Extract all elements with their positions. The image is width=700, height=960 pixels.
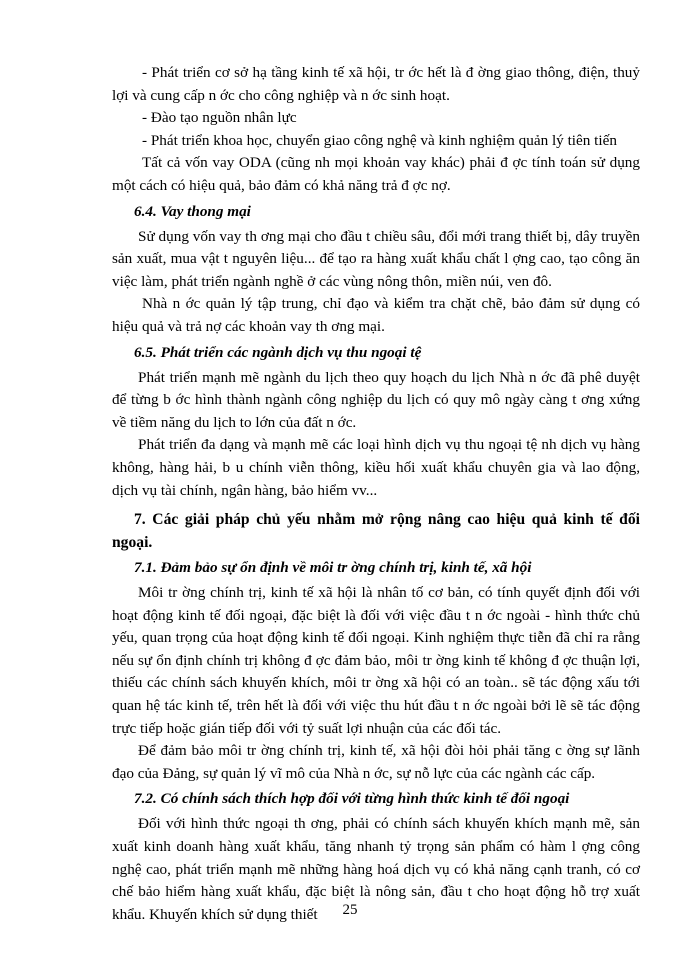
document-body (112, 62, 640, 926)
ensure-environment-paragraph: Để đảm bảo môi tr ờng chính trị, kinh tế, xã hội đòi hỏi phải tăng c ờng sự lãnh đạo của Đảng, sự quản lý vĩ mô của Nhà n ớc, sự nỗ lực của các ngành các cấp. (112, 742, 640, 782)
section-heading-6-4: 6.4. Vay thong mại (134, 202, 251, 220)
bullet-infrastructure: - Phát triển cơ sở hạ tầng kinh tế xã hội, tr ớc hết là đ ờng giao thông, điện, thuỷ lợi và cung cấp n ớc cho công nghiệp và n ớc sinh hoạt. (112, 64, 640, 104)
section-heading-6-5: 6.5. Phát triển các ngành dịch vụ thu ngoại tệ (134, 343, 422, 361)
foreign-trade-paragraph: Đối với hình thức ngoại th ơng, phải có chính sách khuyến khích mạnh mẽ, sản xuất kinh doanh hàng xuất khẩu, tăng nhanh tỷ trọng sản phẩm có hàm l ợng công nghệ cao, phát triển mạnh mẽ những hàng hoá dịch vụ có khả năng cạnh tranh, có cơ chế bảo hiểm hàng xuất khẩu, đặc biệt là nông sản, đầu t cho hoạt động hỗ trợ xuất khẩu. Khuyến khích sử dụng thiết (112, 815, 640, 923)
tourism-paragraph: Phát triển mạnh mẽ ngành du lịch theo quy hoạch du lịch Nhà n ớc đã phê duyệt để từng b ớc hình thành ngành công nghiệp du lịch có quy mô ngày càng t ơng xứng về tiềm năng du lịch to lớn của đất n ớc. (112, 368, 640, 431)
bullet-training: - Đào tạo nguồn nhân lực (142, 109, 297, 127)
environment-paragraph: Môi tr ờng chính trị, kinh tế xã hội là nhân tố cơ bản, có tính quyết định đối với hoạt động kinh tế đối ngoại, đặc biệt là đối với việc đầu t n ớc ngoài - hình thức chủ yếu, quan trọng của hoạt động kinh tế đối ngoại. Kinh nghiệm thực tiễn đã chỉ ra rằng nếu sự ổn định chính trị không đ ợc đảm bảo, môi tr ờng kinh tế không đ ợc thuận lợi, thiếu các chính sách khuyến khích, môi tr ờng xã hội có an toàn.. sẽ tác động xấu tới quan hệ tác kinh tế, trên hết là đối với việc thu hút đầu t n ớc ngoài bởi lẽ sẽ tác động trực tiếp hoặc gián tiếp đối với tỷ suất lợi nhuận của các đối tác. (112, 584, 640, 737)
section-heading-7-2: 7.2. Có chính sách thích hợp đối với từng hình thức kinh tế đối ngoại (134, 790, 570, 808)
page-number: 25 (342, 902, 358, 918)
oda-paragraph: Tất cả vốn vay ODA (cũng nh mọi khoản vay khác) phải đ ợc tính toán sử dụng một cách có hiệu quả, bảo đảm có khả năng trả đ ợc nợ. (112, 154, 640, 194)
bullet-science: - Phát triển khoa học, chuyển giao công nghệ và kinh nghiệm quản lý tiên tiến (142, 131, 617, 149)
commercial-loan-paragraph: Sử dụng vốn vay th ơng mại cho đầu t chiều sâu, đổi mới trang thiết bị, dây truyền sản xuất, mua vật t nguyên liệu... để tạo ra hàng xuất khẩu chất l ợng cao, tạo công ăn việc làm, phát triển ngành nghề ở các vùng nông thôn, miền núi, ven đô. (112, 227, 640, 290)
state-management-paragraph: Nhà n ớc quản lý tập trung, chỉ đạo và kiểm tra chặt chẽ, bảo đảm sử dụng có hiệu quả và trả nợ các khoản vay th ơng mại. (112, 295, 640, 335)
services-paragraph: Phát triển đa dạng và mạnh mẽ các loại hình dịch vụ thu ngoại tệ nh dịch vụ hàng không, hàng hải, b u chính viễn thông, kiều hối xuất khẩu chuyên gia và lao động, dịch vụ tài chính, ngân hàng, bảo hiểm vv... (112, 436, 640, 499)
section-heading-7-1: 7.1. Đảm bảo sự ổn định về môi tr ờng chính trị, kinh tế, xã hội (134, 559, 532, 577)
section-heading-7: 7. Các giải pháp chủ yếu nhằm mở rộng nâng cao hiệu quả kinh tế đối ngoại. (112, 511, 640, 552)
